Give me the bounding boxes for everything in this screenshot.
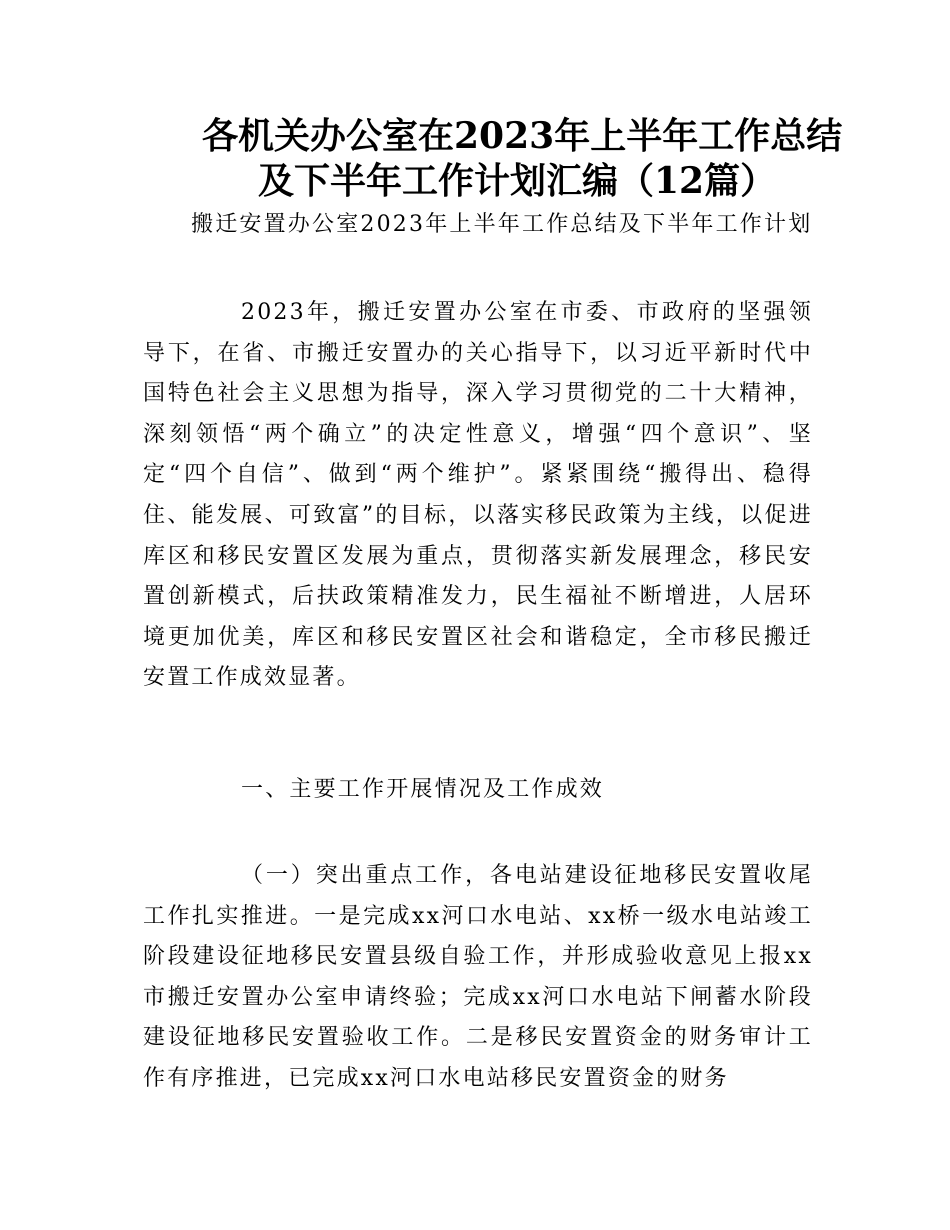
section-heading-1: 一、主要工作开展情况及工作成效 bbox=[241, 777, 605, 802]
intro-paragraph: 2023年，搬迁安置办公室在市委、市政府的坚强领导下，在省、市搬迁安置办的关心指导下，以习近平新时代中国特色社会主义思想为指导，深入学习贯彻党的二十大精神，深刻领悟“两个确立”的决定性意义，增强“四个意识”、坚定“四个自信”、做到“两个维护”。紧紧围绕“搬得出、稳得住、能发展、可致富”的目标，以落实移民政策为主线，以促进库区和移民安置区发展为重点，贯彻落实新发展理念，移民安置创新模式，后扶政策精准发力，民生福祉不断增进，人居环境更加优美，库区和移民安置区社会和谐稳定，全市移民搬迁安置工作成效显著。 bbox=[143, 300, 813, 691]
document-title-line-2: 及下半年工作计划汇编（12篇） bbox=[258, 160, 777, 202]
section-1-paragraph: （一）突出重点工作，各电站建设征地移民安置收尾工作扎实推进。一是完成xx河口水电站、xx桥一级水电站竣工阶段建设征地移民安置县级自验工作，并形成验收意见上报xx市搬迁安置办公室申请终验；完成xx河口水电站下闸蓄水阶段建设征地移民安置验收工作。二是移民安置资金的财务审计工作有序推进，已完成xx河口水电站移民安置资金的财务 bbox=[143, 863, 813, 1091]
document-title-line-1: 各机关办公室在2023年上半年工作总结 bbox=[202, 115, 843, 157]
document-subtitle: 搬迁安置办公室2023年上半年工作总结及下半年工作计划 bbox=[191, 212, 813, 237]
